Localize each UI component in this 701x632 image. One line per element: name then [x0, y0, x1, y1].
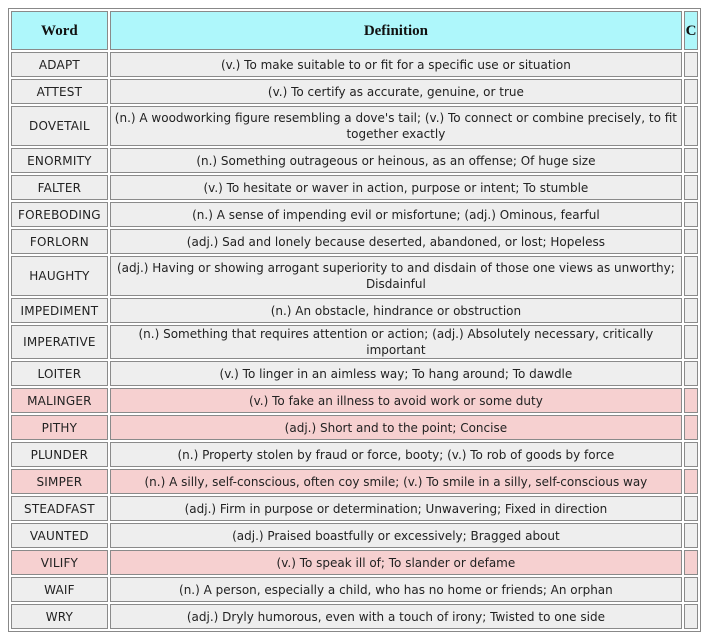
word-cell: FOREBODING — [11, 202, 108, 227]
third-column-cell — [684, 469, 698, 494]
table-row — [11, 577, 698, 602]
table-row — [11, 604, 698, 629]
definition-cell: (n.) Something outrageous or heinous, as an offense; Of huge size — [110, 148, 682, 173]
table-row — [11, 148, 698, 173]
definition-column-header: Definition — [110, 11, 682, 50]
word-cell: IMPERATIVE — [11, 325, 108, 359]
definition-cell: (n.) An obstacle, hindrance or obstruction — [110, 298, 682, 323]
table-row — [11, 202, 698, 227]
third-column-cell — [684, 523, 698, 548]
word-cell: ADAPT — [11, 52, 108, 77]
table-row — [11, 550, 698, 575]
definition-cell: (n.) Property stolen by fraud or force, booty; (v.) To rob of goods by force — [110, 442, 682, 467]
header-row — [11, 11, 698, 50]
word-cell: WAIF — [11, 577, 108, 602]
third-column-cell — [684, 256, 698, 296]
table-row — [11, 325, 698, 359]
table-row — [11, 256, 698, 296]
table-row — [11, 442, 698, 467]
definition-cell: (adj.) Sad and lonely because deserted, abandoned, or lost; Hopeless — [110, 229, 682, 254]
word-cell: ATTEST — [11, 79, 108, 104]
table-row — [11, 106, 698, 146]
word-cell: IMPEDIMENT — [11, 298, 108, 323]
word-cell: FALTER — [11, 175, 108, 200]
word-cell: DOVETAIL — [11, 106, 108, 146]
third-column-cell — [684, 298, 698, 323]
table-row — [11, 298, 698, 323]
word-cell: MALINGER — [11, 388, 108, 413]
word-cell: WRY — [11, 604, 108, 629]
third-column-header: C — [684, 11, 698, 50]
third-column-cell — [684, 175, 698, 200]
third-column-cell — [684, 496, 698, 521]
third-column-cell — [684, 361, 698, 386]
third-column-cell — [684, 415, 698, 440]
word-cell: ENORMITY — [11, 148, 108, 173]
definition-cell: (v.) To hesitate or waver in action, purpose or intent; To stumble — [110, 175, 682, 200]
definition-cell: (n.) A sense of impending evil or misfortune; (adj.) Ominous, fearful — [110, 202, 682, 227]
definition-cell: (v.) To fake an illness to avoid work or some duty — [110, 388, 682, 413]
vocabulary-table — [8, 8, 701, 632]
definition-cell: (n.) Something that requires attention or action; (adj.) Absolutely necessary, critically important — [110, 325, 682, 359]
definition-cell: (adj.) Firm in purpose or determination; Unwavering; Fixed in direction — [110, 496, 682, 521]
third-column-cell — [684, 604, 698, 629]
table-row — [11, 52, 698, 77]
definition-cell: (adj.) Dryly humorous, even with a touch of irony; Twisted to one side — [110, 604, 682, 629]
third-column-cell — [684, 442, 698, 467]
third-column-cell — [684, 325, 698, 359]
table-row — [11, 361, 698, 386]
definition-cell: (v.) To make suitable to or fit for a specific use or situation — [110, 52, 682, 77]
definition-cell: (n.) A woodworking figure resembling a dove's tail; (v.) To connect or combine precisely, to fit together exactly — [110, 106, 682, 146]
definition-cell: (v.) To speak ill of; To slander or defame — [110, 550, 682, 575]
definition-cell: (adj.) Praised boastfully or excessively; Bragged about — [110, 523, 682, 548]
definition-cell: (adj.) Having or showing arrogant superiority to and disdain of those one views as unworthy; Disdainful — [110, 256, 682, 296]
word-cell: PITHY — [11, 415, 108, 440]
third-column-cell — [684, 106, 698, 146]
table-row — [11, 79, 698, 104]
table-row — [11, 415, 698, 440]
definition-cell: (v.) To certify as accurate, genuine, or true — [110, 79, 682, 104]
third-column-cell — [684, 52, 698, 77]
word-cell: LOITER — [11, 361, 108, 386]
table-row — [11, 229, 698, 254]
third-column-cell — [684, 148, 698, 173]
word-cell: SIMPER — [11, 469, 108, 494]
table-row — [11, 496, 698, 521]
word-cell: VILIFY — [11, 550, 108, 575]
word-cell: PLUNDER — [11, 442, 108, 467]
definition-cell: (n.) A silly, self-conscious, often coy smile; (v.) To smile in a silly, self-conscious way — [110, 469, 682, 494]
third-column-cell — [684, 388, 698, 413]
third-column-cell — [684, 229, 698, 254]
third-column-cell — [684, 577, 698, 602]
word-cell: FORLORN — [11, 229, 108, 254]
third-column-cell — [684, 202, 698, 227]
definition-cell: (n.) A person, especially a child, who has no home or friends; An orphan — [110, 577, 682, 602]
definition-cell: (v.) To linger in an aimless way; To hang around; To dawdle — [110, 361, 682, 386]
word-cell: HAUGHTY — [11, 256, 108, 296]
word-column-header: Word — [11, 11, 108, 50]
third-column-cell — [684, 550, 698, 575]
definition-cell: (adj.) Short and to the point; Concise — [110, 415, 682, 440]
table-row — [11, 523, 698, 548]
word-cell: VAUNTED — [11, 523, 108, 548]
table-row — [11, 469, 698, 494]
table-row — [11, 175, 698, 200]
table-row — [11, 388, 698, 413]
third-column-cell — [684, 79, 698, 104]
word-cell: STEADFAST — [11, 496, 108, 521]
